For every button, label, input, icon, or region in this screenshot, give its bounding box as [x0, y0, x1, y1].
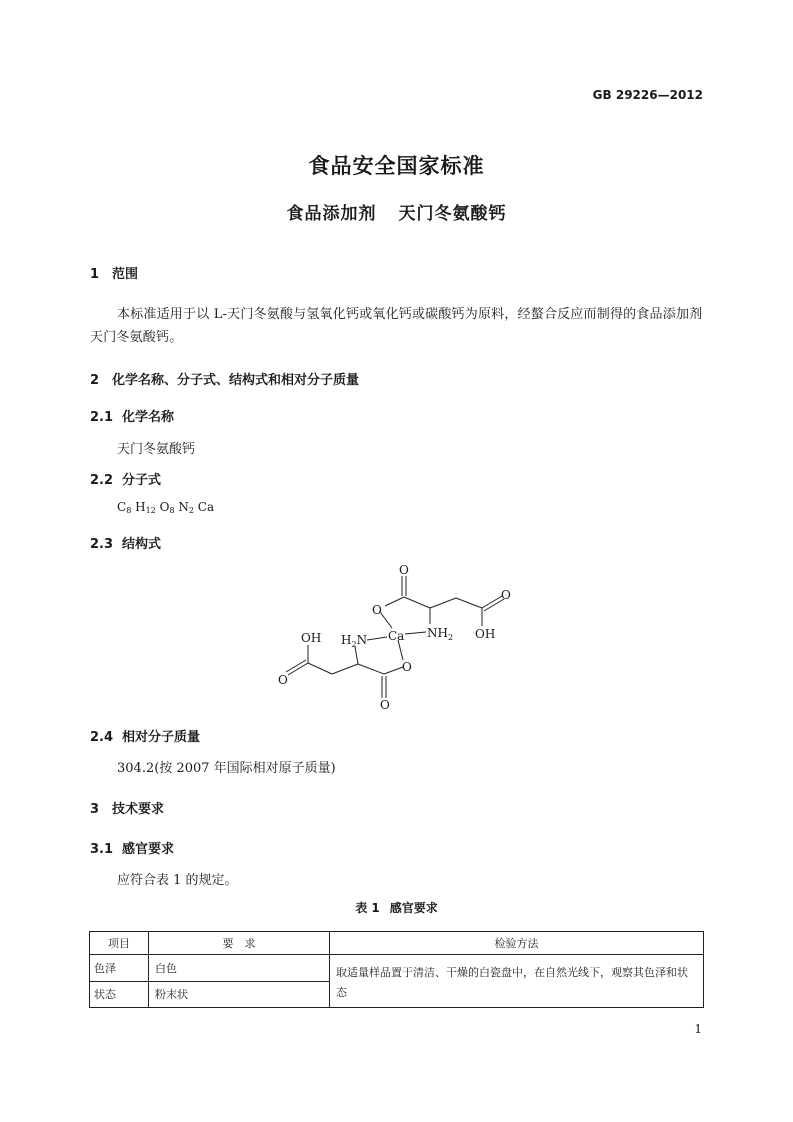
header-requirement: 要 求 [149, 932, 330, 955]
section-title: 化学名称、分子式、结构式和相对分子质量 [112, 373, 360, 388]
section-title: 感官要求 [122, 842, 175, 857]
atom-o-bottom: O [380, 698, 390, 712]
atom-oh-right: OH [475, 627, 496, 641]
section-number: 3.1 [90, 842, 114, 857]
section-title: 结构式 [122, 537, 162, 552]
section-title: 化学名称 [122, 410, 175, 425]
atom-h2n: $H_2N$ [341, 633, 368, 649]
subtitle-part2: 天门冬氨酸钙 [398, 204, 507, 224]
section-number: 2 [90, 373, 100, 388]
section-3-1-heading [90, 838, 174, 857]
section-number: 2.3 [90, 537, 114, 552]
row-method: 取适量样品置于清洁、干燥的白瓷盘中，在自然光线下，观察其色泽和状态 [330, 955, 704, 1008]
molecular-mass: 304.2(按 2007 年国际相对原子质量) [117, 761, 336, 776]
structural-formula [270, 560, 530, 715]
table-caption-number: 表 1 [355, 901, 380, 915]
table-reference-text: 应符合表 1 的规定。 [117, 873, 238, 888]
atom-nh2-upper: $NH_2$ [427, 626, 454, 642]
row-item: 色泽 [90, 955, 149, 982]
section-title: 范围 [112, 267, 139, 282]
section-title: 相对分子质量 [122, 730, 201, 745]
section-2-3-heading [90, 533, 161, 552]
table-caption [0, 899, 793, 916]
section-number: 2.1 [90, 410, 114, 425]
header-item: 项目 [90, 932, 149, 955]
atom-o-far-left: O [278, 673, 288, 687]
section-1-heading [90, 263, 138, 282]
section-3-heading [90, 798, 164, 817]
section-2-1-heading [90, 406, 174, 425]
section-number: 2.4 [90, 730, 114, 745]
row-item: 状态 [90, 981, 149, 1008]
page-number: 1 [694, 1022, 702, 1036]
atom-oh-left: OH [301, 631, 322, 645]
section-2-4-heading [90, 726, 200, 745]
scope-paragraph: 本标准适用于以 L-天门冬氨酸与氢氧化钙或氧化钙或碳酸钙为原料，经螯合反应而制得的食品添加剂天门冬氨酸钙。 [90, 307, 703, 345]
document-title: 食品安全国家标准 [308, 154, 485, 178]
section-number: 2.2 [90, 473, 114, 488]
section-number: 3 [90, 802, 100, 817]
section-number: 1 [90, 267, 100, 282]
row-requirement: 粉末状 [149, 981, 330, 1008]
section-2-heading [90, 369, 359, 388]
row-requirement: 白色 [149, 955, 330, 982]
atom-o-right: O [501, 588, 511, 602]
chemical-name: 天门冬氨酸钙 [117, 442, 196, 457]
header-method: 检验方法 [330, 932, 704, 955]
document-subtitle [0, 199, 793, 224]
sensory-requirements-table [89, 931, 704, 1008]
table-row [90, 955, 704, 982]
molecular-formula: $C_8$ $H_{12}$ $O_8$ $N_2$ Ca [117, 500, 215, 515]
atom-o-left-upper: O [372, 603, 382, 617]
section-2-2-heading [90, 469, 161, 488]
atom-ca: Ca [388, 629, 405, 643]
section-title: 技术要求 [112, 802, 165, 817]
section-title: 分子式 [122, 473, 162, 488]
table-caption-title: 感官要求 [389, 901, 438, 915]
standard-code: GB 29226—2012 [592, 88, 703, 102]
atom-o-top: O [399, 563, 409, 577]
table-header-row [90, 932, 704, 955]
subtitle-part1: 食品添加剂 [286, 204, 377, 224]
atom-o-lower-ring: O [402, 660, 412, 674]
